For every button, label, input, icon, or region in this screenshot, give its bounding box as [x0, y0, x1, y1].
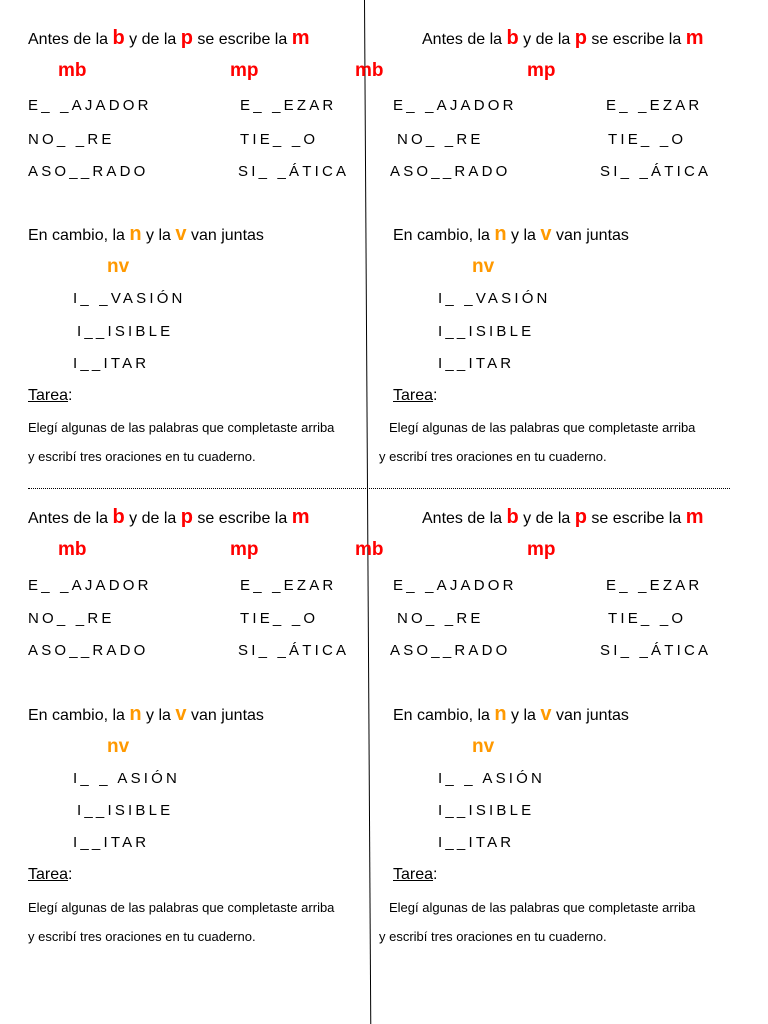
word-invitar: I__ITAR	[73, 834, 150, 851]
word-invisible: I__ISIBLE	[77, 802, 174, 819]
letter-b: b	[506, 27, 519, 49]
letter-b: b	[506, 506, 519, 528]
word-nombre: NO_ _RE	[397, 131, 484, 148]
word-ejador: E_ _AJADOR	[393, 97, 517, 114]
word-invasion: I_ _VASIÓN	[73, 290, 186, 307]
combo-mb: mb	[355, 539, 384, 560]
word-nombre: NO_ _RE	[28, 131, 115, 148]
vertical-cut-line	[364, 0, 371, 1024]
combo-mp: mp	[230, 539, 259, 560]
word-simpatica: SI_ _ÁTICA	[238, 163, 350, 180]
letter-p: p	[574, 27, 587, 49]
tarea-line-1: Elegí algunas de las palabras que completaste arriba	[389, 900, 696, 915]
letter-p: p	[180, 27, 193, 49]
tarea-heading: Tarea:	[393, 866, 438, 883]
tarea-heading: Tarea:	[393, 387, 438, 404]
combo-nv: nv	[107, 256, 130, 277]
letter-v: v	[175, 703, 187, 725]
word-simpatica: SI_ _ÁTICA	[238, 642, 350, 659]
rule-mb-line: Antes de la b y de la p se escribe la m	[28, 506, 310, 528]
word-empezar: E_ _EZAR	[240, 577, 337, 594]
tarea-line-1: Elegí algunas de las palabras que completaste arriba	[28, 420, 335, 435]
combo-nv: nv	[107, 736, 130, 757]
word-invasion: I_ _ ASIÓN	[73, 770, 181, 787]
word-empezar: E_ _EZAR	[240, 97, 337, 114]
letter-m: m	[685, 506, 704, 528]
word-invitar: I__ITAR	[438, 834, 515, 851]
letter-v: v	[540, 703, 552, 725]
letter-b: b	[112, 506, 125, 528]
word-invisible: I__ISIBLE	[438, 323, 535, 340]
word-tiempo: TIE_ _O	[608, 131, 687, 148]
word-simpatica: SI_ _ÁTICA	[600, 642, 712, 659]
rule-mb-line: Antes de la b y de la p se escribe la m	[422, 506, 704, 528]
combo-mb: mb	[355, 60, 384, 81]
tarea-heading: Tarea:	[28, 387, 73, 404]
word-asombrado: ASO__RADO	[28, 642, 149, 659]
word-invitar: I__ITAR	[73, 355, 150, 372]
word-empezar: E_ _EZAR	[606, 577, 703, 594]
combo-mp: mp	[527, 60, 556, 81]
word-ejador: E_ _AJADOR	[28, 97, 152, 114]
rule-mb-line: Antes de la b y de la p se escribe la m	[28, 27, 310, 49]
combo-nv: nv	[472, 256, 495, 277]
combo-mp: mp	[230, 60, 259, 81]
word-nombre: NO_ _RE	[397, 610, 484, 627]
tarea-line-2: y escribí tres oraciones en tu cuaderno.	[379, 929, 607, 944]
word-invisible: I__ISIBLE	[77, 323, 174, 340]
word-empezar: E_ _EZAR	[606, 97, 703, 114]
word-simpatica: SI_ _ÁTICA	[600, 163, 712, 180]
rule-nv-line: En cambio, la n y la v van juntas	[28, 703, 264, 725]
word-tiempo: TIE_ _O	[240, 610, 319, 627]
letter-n: n	[494, 703, 507, 725]
rule-nv-line: En cambio, la n y la v van juntas	[28, 223, 264, 245]
word-ejador: E_ _AJADOR	[393, 577, 517, 594]
word-asombrado: ASO__RADO	[390, 642, 511, 659]
letter-m: m	[685, 27, 704, 49]
word-tiempo: TIE_ _O	[608, 610, 687, 627]
letter-p: p	[180, 506, 193, 528]
combo-mp: mp	[527, 539, 556, 560]
rule-nv-line: En cambio, la n y la v van juntas	[393, 703, 629, 725]
tarea-line-2: y escribí tres oraciones en tu cuaderno.	[28, 929, 256, 944]
letter-b: b	[112, 27, 125, 49]
tarea-line-2: y escribí tres oraciones en tu cuaderno.	[28, 449, 256, 464]
tarea-heading: Tarea:	[28, 866, 73, 883]
letter-m: m	[291, 506, 310, 528]
word-tiempo: TIE_ _O	[240, 131, 319, 148]
combo-mb: mb	[58, 60, 87, 81]
letter-n: n	[129, 223, 142, 245]
word-invisible: I__ISIBLE	[438, 802, 535, 819]
tarea-line-2: y escribí tres oraciones en tu cuaderno.	[379, 449, 607, 464]
tarea-line-1: Elegí algunas de las palabras que completaste arriba	[28, 900, 335, 915]
letter-p: p	[574, 506, 587, 528]
combo-mb: mb	[58, 539, 87, 560]
word-invasion: I_ _ ASIÓN	[438, 770, 546, 787]
letter-v: v	[175, 223, 187, 245]
rule-nv-line: En cambio, la n y la v van juntas	[393, 223, 629, 245]
rule-mb-line: Antes de la b y de la p se escribe la m	[422, 27, 704, 49]
letter-n: n	[129, 703, 142, 725]
letter-m: m	[291, 27, 310, 49]
word-asombrado: ASO__RADO	[28, 163, 149, 180]
word-invasion: I_ _VASIÓN	[438, 290, 551, 307]
combo-nv: nv	[472, 736, 495, 757]
letter-v: v	[540, 223, 552, 245]
horizontal-cut-line	[28, 488, 730, 489]
word-invitar: I__ITAR	[438, 355, 515, 372]
word-ejador: E_ _AJADOR	[28, 577, 152, 594]
word-nombre: NO_ _RE	[28, 610, 115, 627]
letter-n: n	[494, 223, 507, 245]
word-asombrado: ASO__RADO	[390, 163, 511, 180]
tarea-line-1: Elegí algunas de las palabras que completaste arriba	[389, 420, 696, 435]
